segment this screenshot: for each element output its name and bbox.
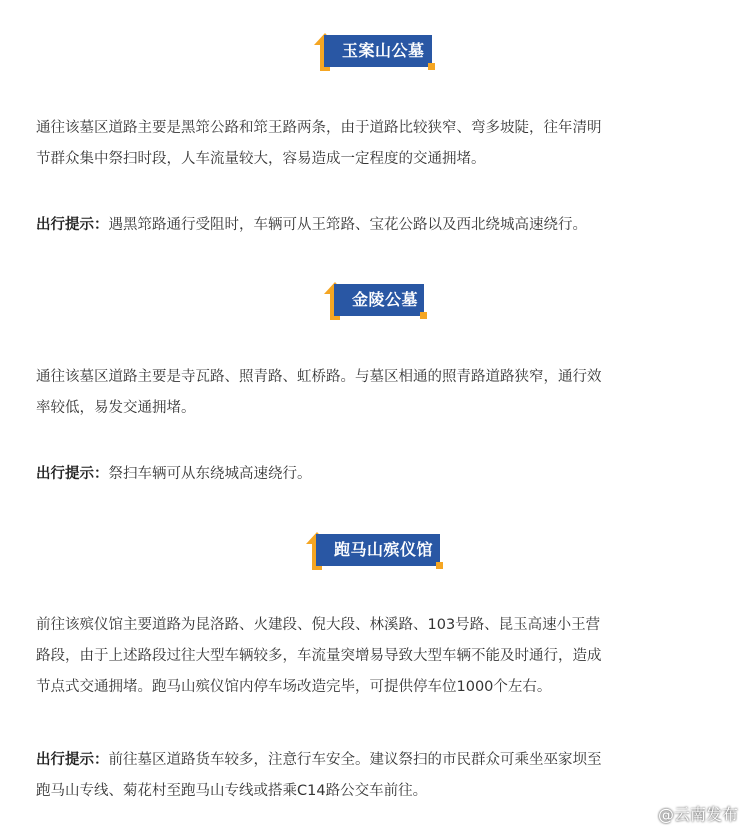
body-line: 节点式交通拥堵。跑马山殡仪馆内停车场改造完毕，可提供停车位1000个左右。 <box>36 679 552 695</box>
tip-label: 出行提示： <box>36 217 109 233</box>
badge-corner-accent <box>436 562 443 569</box>
weibo-icon <box>634 806 654 822</box>
watermark-text: @云南发布 <box>657 805 738 824</box>
section-body <box>36 113 712 175</box>
section-title-badge <box>306 534 440 566</box>
travel-tip <box>36 459 712 490</box>
body-line: 路段，由于上述路段过往大型车辆较多，车流量突增易导致大型车辆不能及时通行，造成 <box>36 648 602 664</box>
section-body <box>36 362 712 424</box>
travel-tip <box>36 210 712 241</box>
travel-tip <box>36 745 712 807</box>
tip-label: 出行提示： <box>36 466 109 482</box>
tip-text: 前往墓区道路货车较多，注意行车安全。建议祭扫的市民群众可乘坐巫家坝至 <box>108 752 602 768</box>
section-title-badge <box>324 284 424 316</box>
tip-text: 跑马山专线、菊花村至跑马山专线或搭乘C14路公交车前往。 <box>36 783 428 799</box>
section-title: 玉案山公墓 <box>342 41 425 60</box>
section-title: 金陵公墓 <box>352 290 419 309</box>
body-line: 通往该墓区道路主要是黑筇公路和筇王路两条，由于道路比较狭窄、弯多坡陡，往年清明 <box>36 120 602 136</box>
tip-text: 遇黑筇路通行受阻时，车辆可从王筇路、宝花公路以及西北绕城高速绕行。 <box>108 217 587 233</box>
body-line: 率较低，易发交通拥堵。 <box>36 400 196 416</box>
badge-corner-accent <box>420 312 427 319</box>
section-title-badge <box>314 35 432 67</box>
section-title: 跑马山殡仪馆 <box>334 540 434 559</box>
watermark <box>634 802 738 825</box>
body-line: 通往该墓区道路主要是寺瓦路、照青路、虹桥路。与墓区相通的照青路道路狭窄，通行效 <box>36 369 602 385</box>
section-body <box>36 610 712 703</box>
body-line: 前往该殡仪馆主要道路为昆洛路、火建段、倪大段、林溪路、103号路、昆玉高速小王营 <box>36 617 601 633</box>
badge-corner-accent <box>428 63 435 70</box>
body-line: 节群众集中祭扫时段，人车流量较大，容易造成一定程度的交通拥堵。 <box>36 151 486 167</box>
tip-label: 出行提示： <box>36 752 109 768</box>
tip-text: 祭扫车辆可从东绕城高速绕行。 <box>108 466 312 482</box>
